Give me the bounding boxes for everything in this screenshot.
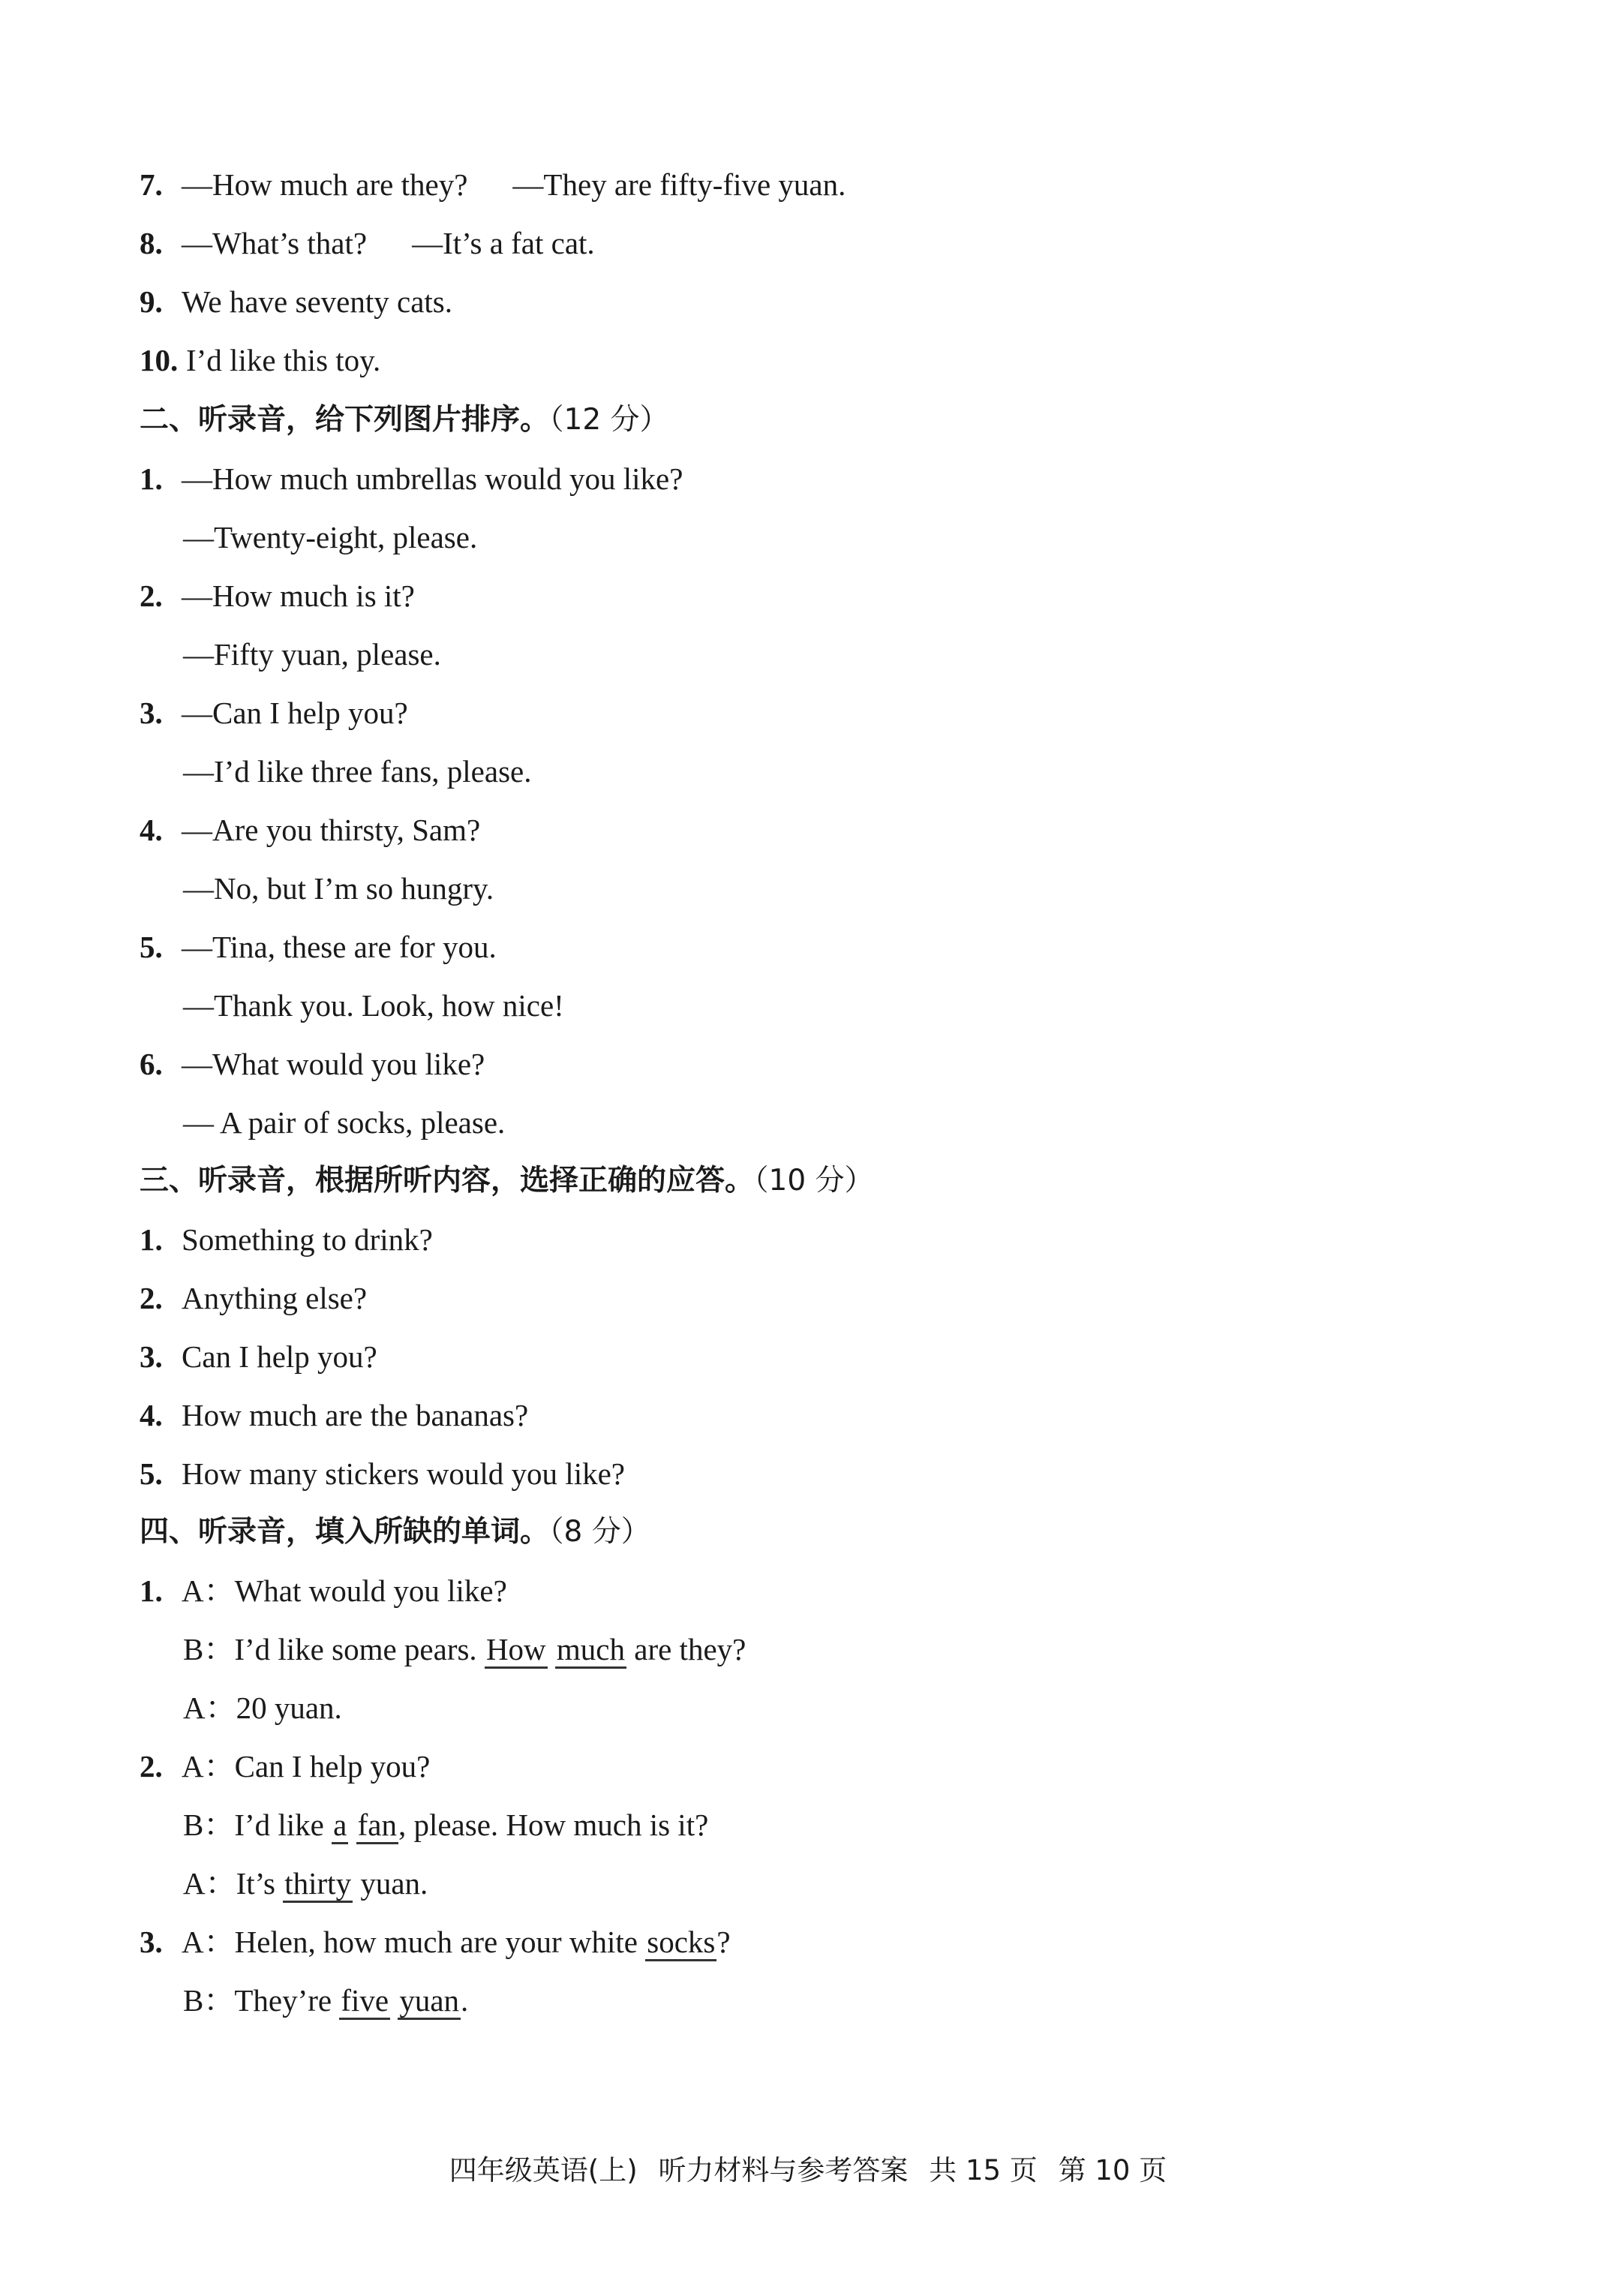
footer-course: 四年级英语(上): [449, 2154, 638, 2186]
answer-blank: much: [555, 1632, 626, 1669]
s4-dialog-3-a: [140, 1921, 731, 1963]
answer-blank: How: [485, 1632, 548, 1669]
dialog-line: —Thank you. Look, how nice!: [183, 988, 564, 1023]
answer-blank: thirty: [283, 1866, 353, 1903]
s2-item-6-reply: [183, 1101, 505, 1143]
answer-blank: yuan: [398, 1983, 461, 2020]
s1-item-10: [140, 339, 380, 381]
section-title: 三、听录音，根据所听内容，选择正确的应答。: [140, 1164, 755, 1198]
dialog-line: —Are you thirsty, Sam?: [182, 813, 481, 847]
prompt-text: Can I help you?: [182, 1339, 377, 1374]
dialog-line: —No, but I’m so hungry.: [183, 871, 494, 906]
s2-item-3-reply: [183, 750, 531, 792]
s2-item-5-reply: [183, 984, 564, 1026]
dialog-line: .: [461, 1983, 469, 2018]
footer-total-pages: 共 15 页: [929, 2154, 1038, 2186]
item-number: 1.: [140, 1573, 163, 1608]
item-number: 10.: [140, 343, 179, 377]
s4-dialog-1-a2: [183, 1687, 342, 1729]
item-number: 2.: [140, 1749, 163, 1784]
item-number: 9.: [140, 284, 163, 319]
s2-item-6: [140, 1043, 485, 1085]
prompt-text: How much are the bananas?: [182, 1398, 529, 1432]
section-points: （8 分）: [549, 1515, 650, 1549]
page-footer: [0, 2152, 1616, 2189]
dialog-line: ?: [716, 1925, 731, 1959]
dialog-line: —Can I help you?: [182, 696, 408, 730]
s4-dialog-3-b: [183, 1979, 468, 2021]
dialog-line: —Fifty yuan, please.: [183, 637, 441, 672]
answer-blank: socks: [645, 1925, 716, 1961]
s2-item-3: [140, 692, 408, 734]
s2-item-4-reply: [183, 867, 494, 909]
item-number: 2.: [140, 1281, 163, 1315]
s1-item-8: [140, 222, 595, 264]
dialog-line: are they?: [634, 1632, 746, 1666]
item-number: 6.: [140, 1047, 163, 1081]
item-number: 5.: [140, 930, 163, 964]
s2-item-1: [140, 458, 683, 500]
item-number: 7.: [140, 167, 163, 202]
prompt-text: How many stickers would you like?: [182, 1456, 625, 1491]
dialog-line: —Tina, these are for you.: [182, 930, 497, 964]
item-number: 2.: [140, 579, 163, 613]
dialog-line: B：I’d like some pears.: [183, 1632, 477, 1666]
s1-item-9: [140, 281, 452, 323]
item-number: 4.: [140, 813, 163, 847]
item-number: 8.: [140, 226, 163, 260]
dialog-line: A：20 yuan.: [183, 1690, 342, 1725]
s3-item-5: [140, 1453, 625, 1495]
dialog-line: A：Helen, how much are your white: [182, 1925, 638, 1959]
dialog-line: yuan.: [360, 1866, 428, 1901]
dialog-line: —How much is it?: [182, 579, 415, 613]
question-text: —What’s that?: [182, 226, 368, 260]
item-number: 1.: [140, 1222, 163, 1257]
answer-blank: five: [339, 1983, 390, 2020]
section2-heading: [140, 399, 669, 441]
question-text: —How much are they?: [182, 167, 468, 202]
s4-dialog-2-a2: [183, 1862, 428, 1904]
answer-text: —They are fifty-five yuan.: [512, 167, 846, 202]
question-text: We have seventy cats.: [182, 284, 452, 319]
dialog-line: —Twenty-eight, please.: [183, 520, 478, 554]
s4-dialog-2-a: [140, 1745, 430, 1787]
item-number: 5.: [140, 1456, 163, 1491]
s1-item-7: [140, 164, 846, 206]
section-points: （10 分）: [754, 1164, 874, 1198]
s4-dialog-1-b: [183, 1628, 746, 1670]
dialog-line: —I’d like three fans, please.: [183, 754, 532, 789]
answer-blank: fan: [356, 1808, 398, 1844]
s2-item-1-reply: [183, 516, 477, 558]
answer-blank: a: [332, 1808, 348, 1844]
s3-item-2: [140, 1277, 367, 1319]
section4-heading: [140, 1511, 650, 1553]
dialog-line: A：It’s: [183, 1866, 275, 1901]
s2-item-5: [140, 926, 497, 968]
item-number: 3.: [140, 1925, 163, 1959]
s2-item-4: [140, 809, 480, 851]
item-number: 4.: [140, 1398, 163, 1432]
s4-dialog-1-a: [140, 1570, 507, 1612]
dialog-line: B：They’re: [183, 1983, 332, 2018]
item-number: 1.: [140, 461, 163, 496]
s3-item-3: [140, 1336, 377, 1378]
section-points: （12 分）: [549, 403, 669, 437]
question-text: I’d like this toy.: [186, 343, 381, 377]
dialog-line: A：Can I help you?: [182, 1749, 431, 1784]
prompt-text: Anything else?: [182, 1281, 368, 1315]
section-title: 二、听录音，给下列图片排序。: [140, 403, 550, 437]
section3-heading: [140, 1160, 874, 1202]
s3-item-1: [140, 1219, 433, 1261]
s4-dialog-2-b: [183, 1804, 708, 1846]
dialog-line: —How much umbrellas would you like?: [182, 461, 683, 496]
section-title: 四、听录音，填入所缺的单词。: [140, 1515, 550, 1549]
dialog-line: A：What would you like?: [182, 1573, 507, 1608]
s2-item-2-reply: [183, 633, 441, 675]
item-number: 3.: [140, 1339, 163, 1374]
prompt-text: Something to drink?: [182, 1222, 433, 1257]
footer-material: 听力材料与参考答案: [658, 2154, 909, 2186]
item-number: 3.: [140, 696, 163, 730]
dialog-line: — A pair of socks, please.: [183, 1105, 506, 1140]
dialog-line: B：I’d like: [183, 1808, 324, 1842]
s3-item-4: [140, 1394, 528, 1436]
dialog-line: —What would you like?: [182, 1047, 485, 1081]
s2-item-2: [140, 575, 415, 617]
dialog-line: , please. How much is it?: [398, 1808, 709, 1842]
answer-text: —It’s a fat cat.: [412, 226, 595, 260]
footer-page-number: 第 10 页: [1058, 2154, 1167, 2186]
